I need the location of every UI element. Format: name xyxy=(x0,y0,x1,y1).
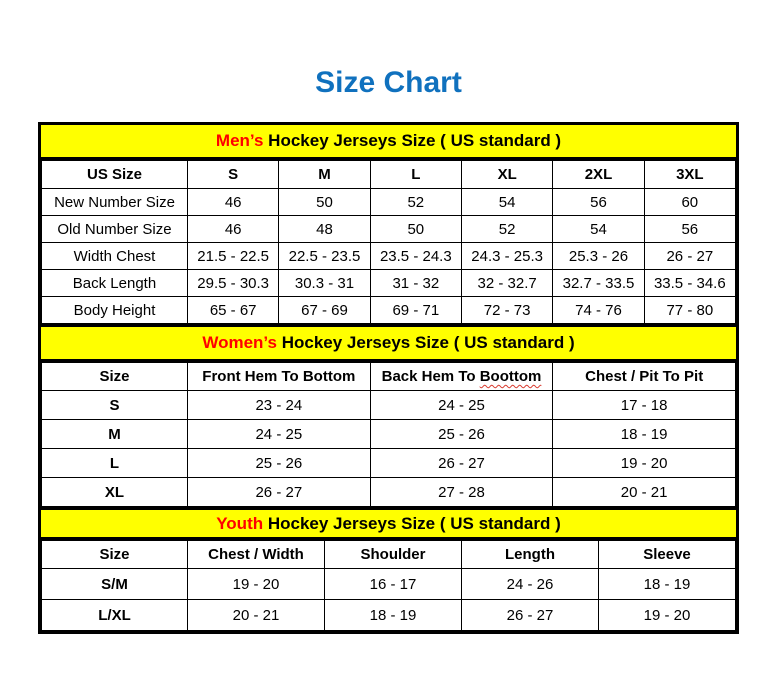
table-row xyxy=(42,243,736,270)
table-row xyxy=(42,569,736,600)
col-header: M xyxy=(279,161,370,189)
size-value-cell: 46 xyxy=(188,189,279,216)
size-value-cell: 72 - 73 xyxy=(461,297,552,324)
row-label: L xyxy=(42,449,188,478)
table-row xyxy=(42,449,736,478)
size-value-cell: 52 xyxy=(461,216,552,243)
womens-title-rest: Hockey Jerseys Size ( US standard ) xyxy=(276,333,575,352)
size-value-cell: 56 xyxy=(644,216,735,243)
row-label: S/M xyxy=(42,569,188,600)
page-title: Size Chart xyxy=(315,66,462,99)
mens-section-title xyxy=(41,125,736,160)
table-row xyxy=(42,600,736,631)
col-header: S xyxy=(188,161,279,189)
size-value-cell: 77 - 80 xyxy=(644,297,735,324)
size-value-cell: 24 - 26 xyxy=(462,569,599,600)
mens-size-table xyxy=(41,160,736,324)
youth-highlight: Youth xyxy=(216,513,264,533)
mens-section xyxy=(38,122,739,327)
col-header: Length xyxy=(462,541,599,569)
size-value-cell: 25 - 26 xyxy=(188,449,371,478)
size-value-cell: 16 - 17 xyxy=(325,569,462,600)
row-label: Body Height xyxy=(42,297,188,324)
misspelled-word: Boottom xyxy=(479,368,542,385)
col-header: L xyxy=(370,161,461,189)
row-label: L/XL xyxy=(42,600,188,631)
size-value-cell: 29.5 - 30.3 xyxy=(188,270,279,297)
size-value-cell: 25 - 26 xyxy=(370,420,553,449)
size-value-cell: 69 - 71 xyxy=(370,297,461,324)
size-value-cell: 23.5 - 24.3 xyxy=(370,243,461,270)
youth-header-row xyxy=(42,541,736,569)
row-label: S xyxy=(42,391,188,420)
size-value-cell: 26 - 27 xyxy=(644,243,735,270)
size-value-cell: 20 - 21 xyxy=(553,478,736,507)
womens-highlight: Women’s xyxy=(202,333,277,352)
mens-title-rest: Hockey Jerseys Size ( US standard ) xyxy=(263,131,562,150)
col-header: Size xyxy=(42,363,188,391)
size-value-cell: 26 - 27 xyxy=(462,600,599,631)
youth-section-title xyxy=(41,510,736,540)
table-row xyxy=(42,189,736,216)
col-header: Chest / Pit To Pit xyxy=(553,363,736,391)
table-row xyxy=(42,216,736,243)
size-value-cell: 22.5 - 23.5 xyxy=(279,243,370,270)
table-row xyxy=(42,478,736,507)
col-header: Sleeve xyxy=(599,541,736,569)
row-label: Old Number Size xyxy=(42,216,188,243)
size-value-cell: 18 - 19 xyxy=(325,600,462,631)
table-row xyxy=(42,270,736,297)
size-value-cell: 56 xyxy=(553,189,644,216)
size-value-cell: 30.3 - 31 xyxy=(279,270,370,297)
size-value-cell: 60 xyxy=(644,189,735,216)
size-value-cell: 19 - 20 xyxy=(553,449,736,478)
youth-size-table xyxy=(41,540,736,631)
youth-title-rest: Hockey Jerseys Size ( US standard ) xyxy=(263,513,561,533)
col-header-back-hem xyxy=(370,363,553,391)
col-header: XL xyxy=(461,161,552,189)
size-value-cell: 50 xyxy=(370,216,461,243)
mens-highlight: Men’s xyxy=(215,131,264,150)
size-value-cell: 18 - 19 xyxy=(599,569,736,600)
size-value-cell: 24 - 25 xyxy=(370,391,553,420)
col-header: 3XL xyxy=(644,161,735,189)
table-row xyxy=(42,391,736,420)
size-value-cell: 32.7 - 33.5 xyxy=(553,270,644,297)
col-header: Chest / Width xyxy=(188,541,325,569)
size-value-cell: 24.3 - 25.3 xyxy=(461,243,552,270)
womens-section-title xyxy=(41,327,736,362)
size-value-cell: 52 xyxy=(370,189,461,216)
size-value-cell: 26 - 27 xyxy=(188,478,371,507)
womens-section xyxy=(38,324,739,510)
size-value-cell: 31 - 32 xyxy=(370,270,461,297)
womens-size-table xyxy=(41,362,736,507)
size-chart-sheet xyxy=(38,122,739,634)
size-value-cell: 46 xyxy=(188,216,279,243)
size-value-cell: 21.5 - 22.5 xyxy=(188,243,279,270)
mens-header-row xyxy=(42,161,736,189)
size-value-cell: 26 - 27 xyxy=(370,449,553,478)
womens-header-row xyxy=(42,363,736,391)
table-row xyxy=(42,297,736,324)
row-label: Back Length xyxy=(42,270,188,297)
size-value-cell: 19 - 20 xyxy=(599,600,736,631)
row-label: M xyxy=(42,420,188,449)
size-value-cell: 32 - 32.7 xyxy=(461,270,552,297)
table-row xyxy=(42,420,736,449)
size-value-cell: 48 xyxy=(279,216,370,243)
size-value-cell: 25.3 - 26 xyxy=(553,243,644,270)
size-value-cell: 20 - 21 xyxy=(188,600,325,631)
col-header: Front Hem To Bottom xyxy=(188,363,371,391)
size-value-cell: 18 - 19 xyxy=(553,420,736,449)
size-value-cell: 74 - 76 xyxy=(553,297,644,324)
col-header: 2XL xyxy=(553,161,644,189)
back-hem-prefix: Back Hem To xyxy=(381,368,480,385)
row-label: Width Chest xyxy=(42,243,188,270)
size-value-cell: 54 xyxy=(461,189,552,216)
size-value-cell: 19 - 20 xyxy=(188,569,325,600)
row-label: New Number Size xyxy=(42,189,188,216)
size-value-cell: 17 - 18 xyxy=(553,391,736,420)
size-value-cell: 65 - 67 xyxy=(188,297,279,324)
size-value-cell: 67 - 69 xyxy=(279,297,370,324)
size-value-cell: 24 - 25 xyxy=(188,420,371,449)
col-header: Shoulder xyxy=(325,541,462,569)
size-value-cell: 23 - 24 xyxy=(188,391,371,420)
row-label: XL xyxy=(42,478,188,507)
col-header: Size xyxy=(42,541,188,569)
size-value-cell: 27 - 28 xyxy=(370,478,553,507)
size-value-cell: 50 xyxy=(279,189,370,216)
size-value-cell: 33.5 - 34.6 xyxy=(644,270,735,297)
col-header: US Size xyxy=(42,161,188,189)
youth-section xyxy=(38,507,739,634)
size-value-cell: 54 xyxy=(553,216,644,243)
